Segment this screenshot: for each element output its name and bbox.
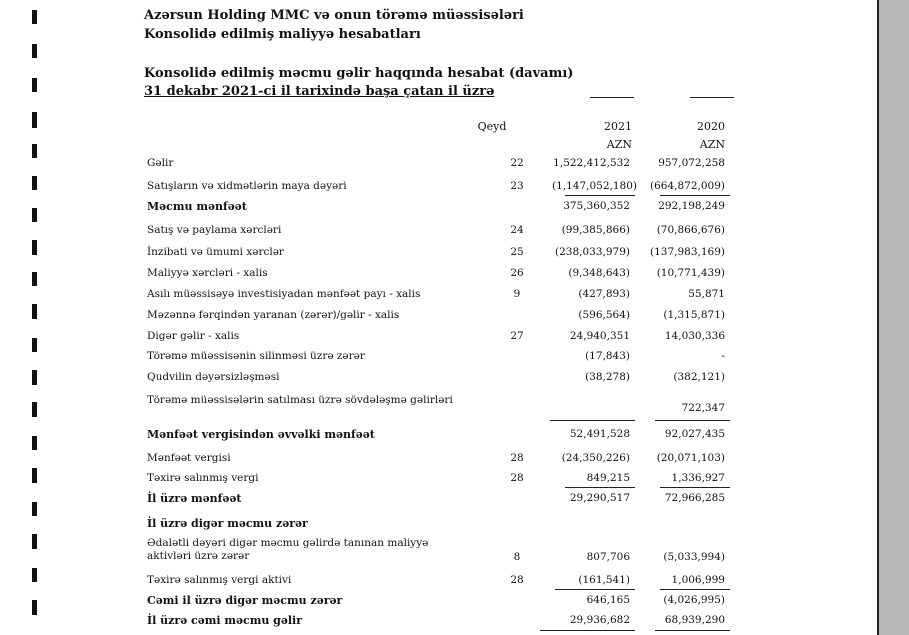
table-row	[147, 537, 747, 567]
row-value-2021: (427,893)	[578, 288, 630, 300]
row-label: Satış və paylama xərcləri	[147, 224, 282, 236]
row-value-2021: 646,165	[586, 594, 630, 606]
row-note: 9	[513, 288, 521, 300]
row-value-2021: 1,522,412,532	[553, 157, 630, 169]
column-rule-2020	[690, 97, 734, 98]
row-label: Satışların və xidmətlərin maya dəyəri	[147, 180, 347, 192]
company-title: Azərsun Holding MMC və onun törəmə müəssisələri	[144, 8, 524, 23]
row-label: Mənfəət vergisi	[147, 452, 231, 464]
subtotal-rule	[660, 589, 730, 590]
row-note: 22	[510, 157, 524, 169]
year-2021-header: 2021	[604, 120, 632, 133]
row-value-2021: 52,491,528	[569, 428, 630, 440]
total-double-rule	[655, 630, 730, 631]
row-value-2020: (1,315,871)	[663, 309, 725, 321]
subtotal-rule	[565, 487, 635, 488]
row-value-2021: (238,033,979)	[555, 246, 630, 258]
table-row	[147, 574, 747, 592]
row-value-2021: (17,843)	[585, 350, 630, 362]
row-label: Törəmə müəssisələrin satılması üzrə sövdələşmə gəlirləri	[147, 394, 453, 406]
period-subtitle: 31 dekabr 2021-ci il tarixində başa çatan il üzrə	[144, 84, 495, 99]
table-row	[147, 594, 747, 612]
row-value-2021: (38,278)	[585, 371, 630, 383]
table-row	[147, 267, 747, 285]
table-row	[147, 200, 747, 218]
row-value-2020: 92,027,435	[664, 428, 725, 440]
row-note: 23	[510, 180, 524, 192]
subtotal-rule	[660, 195, 730, 196]
row-value-2020: (664,872,009)	[650, 180, 725, 192]
table-row	[147, 309, 747, 327]
row-value-2020: -	[721, 350, 725, 362]
row-value-2020: (20,071,103)	[656, 452, 725, 464]
table-row	[147, 472, 747, 490]
row-value-2021: (596,564)	[578, 309, 630, 321]
row-value-2020: 68,939,290	[664, 614, 725, 626]
row-value-2020: (70,866,676)	[656, 224, 725, 236]
section-title: Konsolidə edilmiş məcmu gəlir haqqında hesabat (davamı)	[144, 66, 574, 81]
row-value-2021: 849,215	[586, 472, 630, 484]
row-value-2020: 55,871	[688, 288, 725, 300]
row-value-2020: 14,030,336	[664, 330, 725, 342]
row-label: İnzibati və ümumi xərclər	[147, 246, 284, 258]
row-label: Mənfəət vergisindən əvvəlki mənfəət	[147, 428, 375, 441]
row-label: Maliyyə xərcləri - xalis	[147, 267, 268, 279]
table-row	[147, 246, 747, 264]
row-value-2021: 807,706	[586, 551, 630, 563]
row-note: 27	[510, 330, 524, 342]
binding-marks	[32, 4, 42, 634]
row-note: 28	[510, 452, 524, 464]
row-value-2021: 29,936,682	[569, 614, 630, 626]
row-value-2020: 1,006,999	[671, 574, 725, 586]
row-label: İl üzrə mənfəət	[147, 492, 242, 505]
row-value-2020: (5,033,994)	[663, 551, 725, 563]
total-double-rule	[540, 630, 635, 631]
row-value-2021: (161,541)	[578, 574, 630, 586]
row-label: Törəmə müəssisənin silinməsi üzrə zərər	[147, 350, 365, 362]
row-value-2020: 722,347	[681, 402, 725, 414]
table-row	[147, 371, 747, 389]
row-label: Təxirə salınmış vergi	[147, 472, 259, 484]
table-row	[147, 180, 747, 198]
row-value-2021: (24,350,226)	[561, 452, 630, 464]
subtotal-rule	[565, 195, 635, 196]
table-row	[147, 330, 747, 348]
row-note: 28	[510, 472, 524, 484]
row-label: İl üzrə cəmi məcmu gəlir	[147, 614, 303, 627]
row-label: Təxirə salınmış vergi aktivi	[147, 574, 292, 586]
subtotal-rule	[655, 420, 730, 421]
table-row	[147, 517, 747, 535]
row-value-2021: 375,360,352	[563, 200, 630, 212]
subtotal-rule	[555, 589, 635, 590]
table-row	[147, 157, 747, 175]
row-value-2021: (99,385,866)	[561, 224, 630, 236]
row-label: Gəlir	[147, 157, 174, 169]
row-note: 8	[513, 551, 521, 563]
row-label: Ədalətli dəyəri digər məcmu gəlirdə tanınan maliyyə aktivləri üzrə zərər	[147, 537, 429, 562]
row-note: 25	[510, 246, 524, 258]
row-value-2020: (137,983,169)	[650, 246, 725, 258]
row-value-2021: (9,348,643)	[568, 267, 630, 279]
row-value-2021: 24,940,351	[569, 330, 630, 342]
subtotal-rule	[660, 487, 730, 488]
currency-2020-header: AZN	[699, 138, 725, 151]
column-rule-2021	[590, 97, 634, 98]
row-label: Məcmu mənfəət	[147, 200, 247, 213]
row-value-2020: 292,198,249	[658, 200, 725, 212]
row-value-2020: 1,336,927	[671, 472, 725, 484]
table-row	[147, 428, 747, 446]
row-label: Asılı müəssisəyə investisiyadan mənfəət payı - xalis	[147, 288, 421, 300]
table-row	[147, 492, 747, 510]
row-label: Digər gəlir - xalis	[147, 330, 240, 342]
row-note: 28	[510, 574, 524, 586]
row-value-2021: (1,147,052,180)	[552, 180, 638, 192]
row-value-2020: (4,026,995)	[663, 594, 725, 606]
row-value-2020: 957,072,258	[658, 157, 725, 169]
row-note: 24	[510, 224, 524, 236]
row-label: Cəmi il üzrə digər məcmu zərər	[147, 594, 343, 607]
row-value-2021: 29,290,517	[569, 492, 630, 504]
row-label: Qudvilin dəyərsizləşməsi	[147, 371, 280, 383]
row-note: 26	[510, 267, 524, 279]
note-column-header: Qeyd	[477, 120, 507, 133]
table-row	[147, 224, 747, 242]
year-2020-header: 2020	[697, 120, 725, 133]
table-row	[147, 350, 747, 368]
row-value-2020: (382,121)	[673, 371, 725, 383]
row-value-2020: 72,966,285	[664, 492, 725, 504]
statements-title: Konsolidə edilmiş maliyyə hesabatları	[144, 27, 421, 42]
row-label: Məzənnə fərqindən yaranan (zərər)/gəlir - xalis	[147, 309, 400, 321]
row-label: İl üzrə digər məcmu zərər	[147, 517, 308, 530]
scan-margin	[879, 0, 909, 635]
subtotal-rule	[550, 420, 635, 421]
table-row	[147, 452, 747, 470]
currency-2021-header: AZN	[606, 138, 632, 151]
table-row	[147, 288, 747, 306]
row-value-2020: (10,771,439)	[656, 267, 725, 279]
